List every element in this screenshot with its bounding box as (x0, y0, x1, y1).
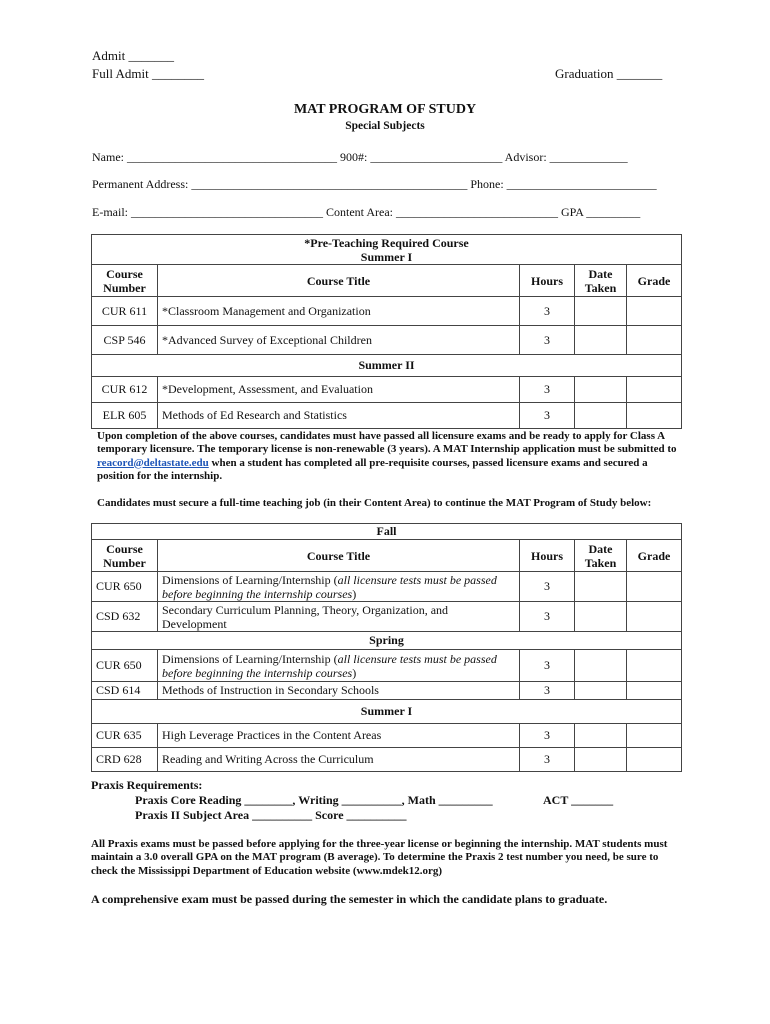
course-hours: 3 (520, 403, 575, 429)
table-row (92, 682, 682, 700)
date-taken-cell[interactable] (575, 748, 627, 772)
grade-cell[interactable] (627, 297, 682, 326)
col-date-taken: Date Taken (575, 540, 627, 572)
course-title: Dimensions of Learning/Internship (all licensure tests must be passed before beginning the internship courses) (158, 572, 520, 602)
praxis-subject-line[interactable]: Praxis II Subject Area __________ Score __________ (135, 808, 407, 822)
table-row (92, 748, 682, 772)
course-number: CRD 628 (92, 748, 158, 772)
internship-email-link[interactable]: reacord@deltastate.edu (97, 456, 209, 469)
course-hours: 3 (520, 682, 575, 700)
comprehensive-exam-note: A comprehensive exam must be passed during the semester in which the candidate plans to graduate. (91, 892, 608, 906)
grade-cell[interactable] (627, 377, 682, 403)
act-field[interactable]: ACT _______ (543, 793, 614, 807)
col-grade: Grade (627, 540, 682, 572)
email-content-gpa-line[interactable]: E-mail: ________________________________ Content Area: ___________________________ GPA _________ (92, 205, 641, 219)
table-row (92, 650, 682, 682)
course-number: CUR 611 (92, 297, 158, 326)
course-hours: 3 (520, 650, 575, 682)
pre-teaching-note: *Pre-Teaching Required Course (304, 235, 469, 250)
grade-cell[interactable] (627, 572, 682, 602)
col-hours: Hours (520, 540, 575, 572)
term-fall: Fall (92, 524, 682, 540)
course-title: Methods of Ed Research and Statistics (158, 403, 520, 429)
praxis-core-line[interactable]: Praxis Core Reading ________, Writing __________, Math _________ (135, 793, 493, 807)
name-advisor-line[interactable]: Name: ___________________________________ 900#: ______________________ Advisor: _____________ (92, 150, 628, 164)
table-row (92, 377, 682, 403)
grade-cell[interactable] (627, 602, 682, 632)
course-number: CUR 650 (92, 650, 158, 682)
admit-field[interactable]: Admit _______ (92, 48, 174, 63)
date-taken-cell[interactable] (575, 377, 627, 403)
table-row (92, 602, 682, 632)
full-admit-field[interactable]: Full Admit ________ (92, 66, 204, 81)
course-title: Methods of Instruction in Secondary Schools (158, 682, 520, 700)
grade-cell[interactable] (627, 682, 682, 700)
course-hours: 3 (520, 377, 575, 403)
col-course-number: Course Number (92, 265, 158, 297)
course-hours: 3 (520, 748, 575, 772)
graduation-field[interactable]: Graduation _______ (555, 66, 663, 81)
course-title: High Leverage Practices in the Content Areas (158, 724, 520, 748)
course-title: Reading and Writing Across the Curriculum (158, 748, 520, 772)
table-row (92, 403, 682, 429)
grade-cell[interactable] (627, 748, 682, 772)
col-grade: Grade (627, 265, 682, 297)
course-number: CUR 635 (92, 724, 158, 748)
col-hours: Hours (520, 265, 575, 297)
date-taken-cell[interactable] (575, 602, 627, 632)
course-number: CSD 632 (92, 602, 158, 632)
course-title: Dimensions of Learning/Internship (all licensure tests must be passed before beginning the internship courses) (158, 650, 520, 682)
course-title: Secondary Curriculum Planning, Theory, Organization, and Development (158, 602, 520, 632)
grade-cell[interactable] (627, 403, 682, 429)
course-hours: 3 (520, 326, 575, 355)
course-hours: 3 (520, 602, 575, 632)
course-number: CSP 546 (92, 326, 158, 355)
term-summer-ii: Summer II (92, 355, 682, 377)
date-taken-cell[interactable] (575, 650, 627, 682)
term-summer-i: Summer I (92, 700, 682, 724)
praxis-note: All Praxis exams must be passed before applying for the three-year license or beginning the internship. MAT students must maintain a 3.0 overall GPA on the MAT program (B average). To determine the Praxis 2 test number you need, be sure to check the Mississippi Department of Education website (www.mdek12.org) (91, 838, 668, 877)
table-row (92, 724, 682, 748)
course-number: CUR 650 (92, 572, 158, 602)
date-taken-cell[interactable] (575, 297, 627, 326)
course-number: ELR 605 (92, 403, 158, 429)
col-date-taken: Date Taken (575, 265, 627, 297)
date-taken-cell[interactable] (575, 572, 627, 602)
course-number: CSD 614 (92, 682, 158, 700)
page-subtitle: Special Subjects (345, 120, 425, 132)
job-requirement-note: Candidates must secure a full-time teaching job (in their Content Area) to continue the MAT Program of Study below: (97, 497, 652, 509)
table-row (92, 326, 682, 355)
grade-cell[interactable] (627, 326, 682, 355)
date-taken-cell[interactable] (575, 326, 627, 355)
address-phone-line[interactable]: Permanent Address: ______________________________________________ Phone: _________________________ (92, 177, 657, 191)
table-row (92, 572, 682, 602)
term-spring: Spring (92, 632, 682, 650)
pre-teaching-course-table (91, 234, 682, 429)
date-taken-cell[interactable] (575, 724, 627, 748)
praxis-heading: Praxis Requirements: (91, 778, 203, 792)
course-hours: 3 (520, 724, 575, 748)
col-course-number: Course Number (92, 540, 158, 572)
course-title: *Development, Assessment, and Evaluation (158, 377, 520, 403)
table-row (92, 297, 682, 326)
term-summer-i: Summer I (360, 249, 413, 264)
date-taken-cell[interactable] (575, 682, 627, 700)
page-title: MAT PROGRAM OF STUDY (293, 102, 477, 117)
program-course-table (91, 523, 682, 772)
col-course-title: Course Title (158, 265, 520, 297)
course-title: *Advanced Survey of Exceptional Children (158, 326, 520, 355)
grade-cell[interactable] (627, 650, 682, 682)
course-hours: 3 (520, 297, 575, 326)
col-course-title: Course Title (158, 540, 520, 572)
grade-cell[interactable] (627, 724, 682, 748)
course-title: *Classroom Management and Organization (158, 297, 520, 326)
date-taken-cell[interactable] (575, 403, 627, 429)
course-number: CUR 612 (92, 377, 158, 403)
completion-paragraph: Upon completion of the above courses, candidates must have passed all licensure exams and be ready to apply for Class A temporary licensure. The temporary license is non-renewable (3 years). A MAT Internship application must be submitted to reacord@deltastate.edu when a student has completed all pre-requisite courses, passed licensure exams and secured a position for the internship. (97, 430, 677, 482)
pre-teaching-header (92, 235, 682, 265)
course-hours: 3 (520, 572, 575, 602)
